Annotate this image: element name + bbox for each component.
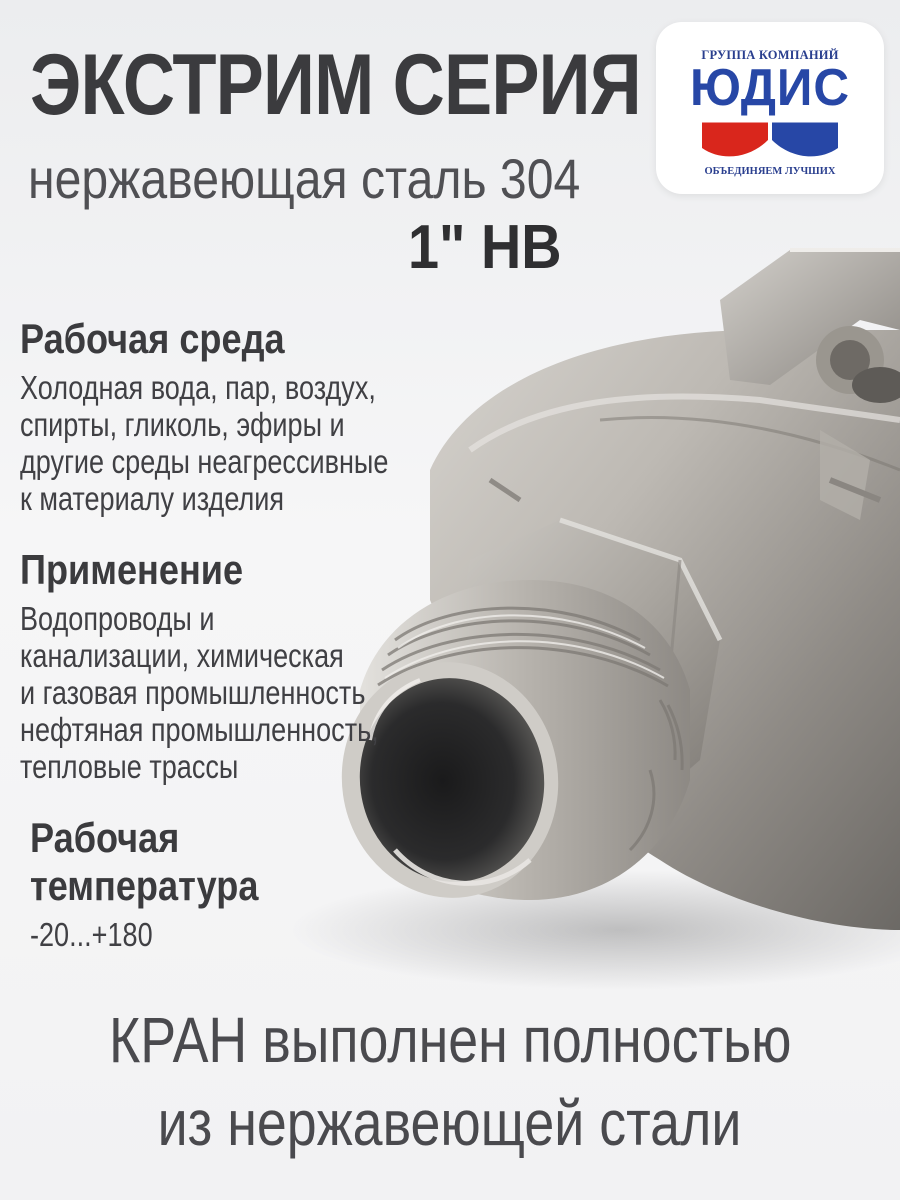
logo-slogan: ОБЪЕДИНЯЕМ ЛУЧШИХ [704, 166, 836, 177]
text-line: Холодная вода, пар, воздух, [20, 369, 376, 406]
text-line: к материалу изделия [20, 480, 285, 517]
company-logo [656, 22, 884, 194]
material-subtitle: нержавеющая сталь 304 [28, 147, 581, 210]
working-temperature-section [30, 814, 296, 953]
application-section [20, 546, 457, 785]
logo-group-text: ГРУППА КОМПАНИЙ [701, 48, 839, 62]
working-medium-text [20, 369, 388, 517]
text-line: спирты, гликоль, эфиры и [20, 406, 345, 443]
series-title: ЭКСТРИМ СЕРИЯ [30, 37, 641, 133]
logo-brand-name: ЮДИС [690, 59, 850, 117]
footer-claim-line-1 [0, 1003, 900, 1077]
text-line: нефтяная промышленность, [20, 711, 379, 748]
working-medium-section [20, 315, 469, 517]
text-line: канализации, химическая [20, 637, 344, 674]
text-line: Водопроводы и [20, 600, 215, 637]
working-temperature-heading [30, 814, 258, 910]
temperature-range: -20...+180 [30, 916, 153, 953]
heading-line: Рабочая [30, 814, 180, 861]
working-medium-heading: Рабочая среда [20, 315, 285, 362]
application-text [20, 600, 379, 785]
logo-emblem-icon [700, 118, 840, 166]
text-line: и газовая промышленность [20, 674, 366, 711]
text-line: другие среды неагрессивные [20, 443, 389, 480]
footer-claim-text: КРАН выполнен полностью [108, 1004, 792, 1076]
footer-claim-text: из нержавеющей стали [158, 1087, 742, 1159]
footer-claim-line-2 [0, 1086, 900, 1160]
heading-line: температура [30, 862, 259, 909]
application-heading: Применение [20, 546, 244, 593]
text-line: тепловые трассы [20, 748, 239, 785]
size-label: 1" НВ [408, 213, 562, 282]
